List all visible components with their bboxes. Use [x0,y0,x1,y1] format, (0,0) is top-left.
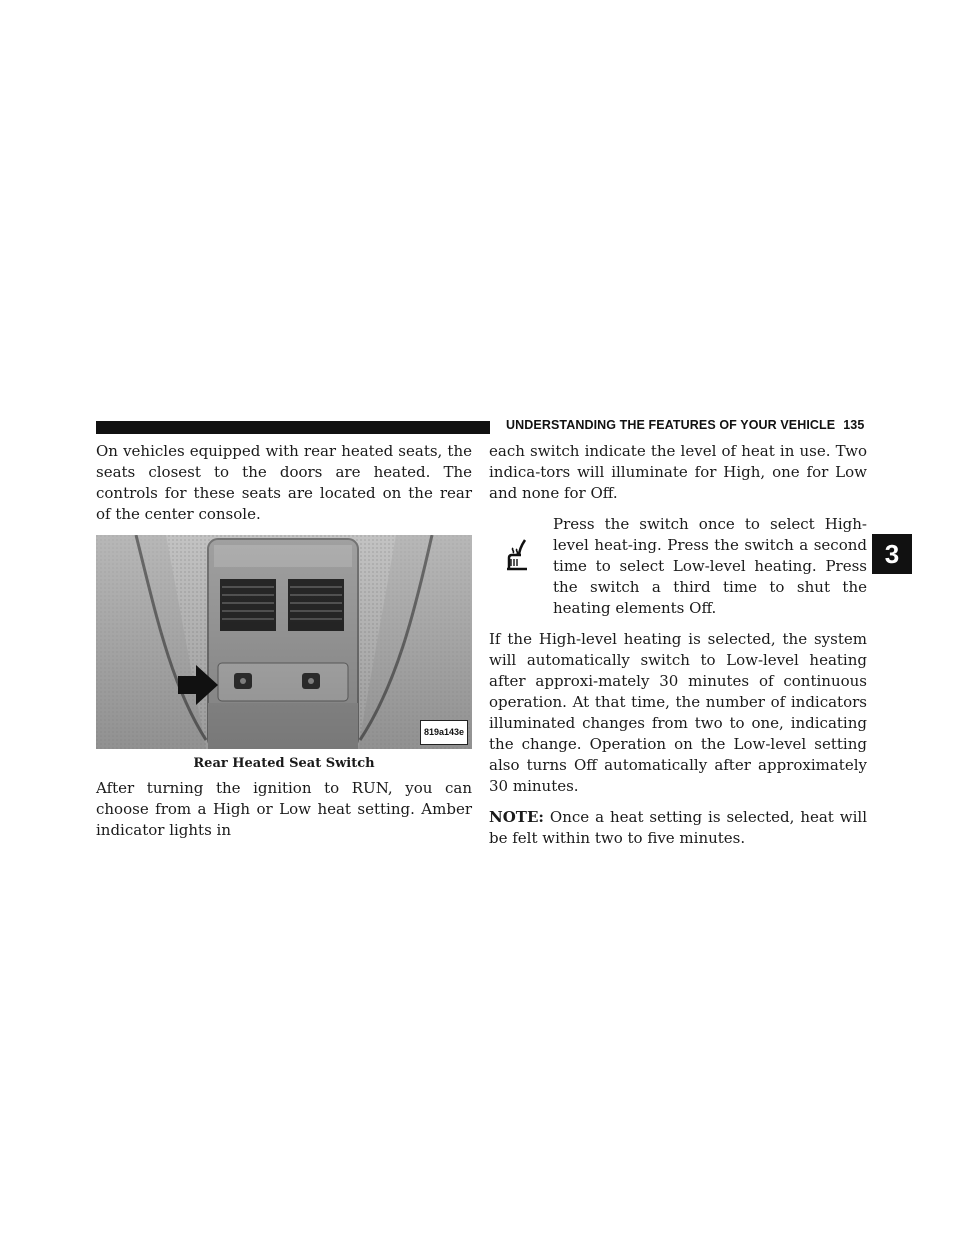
note-paragraph [489,807,867,849]
figure-caption: Rear Heated Seat Switch [193,756,375,771]
rear-console-figure [96,535,472,749]
section-title: UNDERSTANDING THE FEATURES OF YOUR VEHICLE [506,418,836,432]
rear-console-photo [96,535,472,749]
note-text: Once a heat setting is selected, heat will be felt within two to five minutes. [489,808,867,847]
auto-switch-paragraph: If the High-level heating is selected, the system will automatically switch to Low-level heating after approxi-mately 30 minutes of continuous operation. At that time, the number of indicators illuminated changes from two to one, indicating the change. Operation on the Low-level setting also turns Off automatically after approximately 30 minutes. [489,630,867,795]
right-column [489,441,867,859]
ignition-paragraph: After turning the ignition to RUN, you can choose from a High or Low heat setting. Amber indicator lights in [96,779,472,839]
chapter-tab: 3 [872,534,912,574]
switch-instruction-text: Press the switch once to select High-level heat-ing. Press the switch a second time to select Low-level heating. Press the switch a third time to shut the heating elements Off. [553,515,867,617]
page-number: 135 [843,418,865,432]
running-header [506,418,866,432]
indicator-paragraph: each switch indicate the level of heat in use. Two indica-tors will illuminate for High, one for Low and none for Off. [489,442,867,502]
note-label: NOTE: [489,808,544,826]
left-column [96,441,472,851]
switch-instruction-paragraph [489,514,867,619]
intro-paragraph: On vehicles equipped with rear heated seats, the seats closest to the doors are heated. The controls for these seats are located on the rear of the center console. [96,442,472,523]
heated-seat-icon [503,538,533,572]
header-rule [96,421,490,434]
figure-id-tag: 819a143e [420,720,468,745]
